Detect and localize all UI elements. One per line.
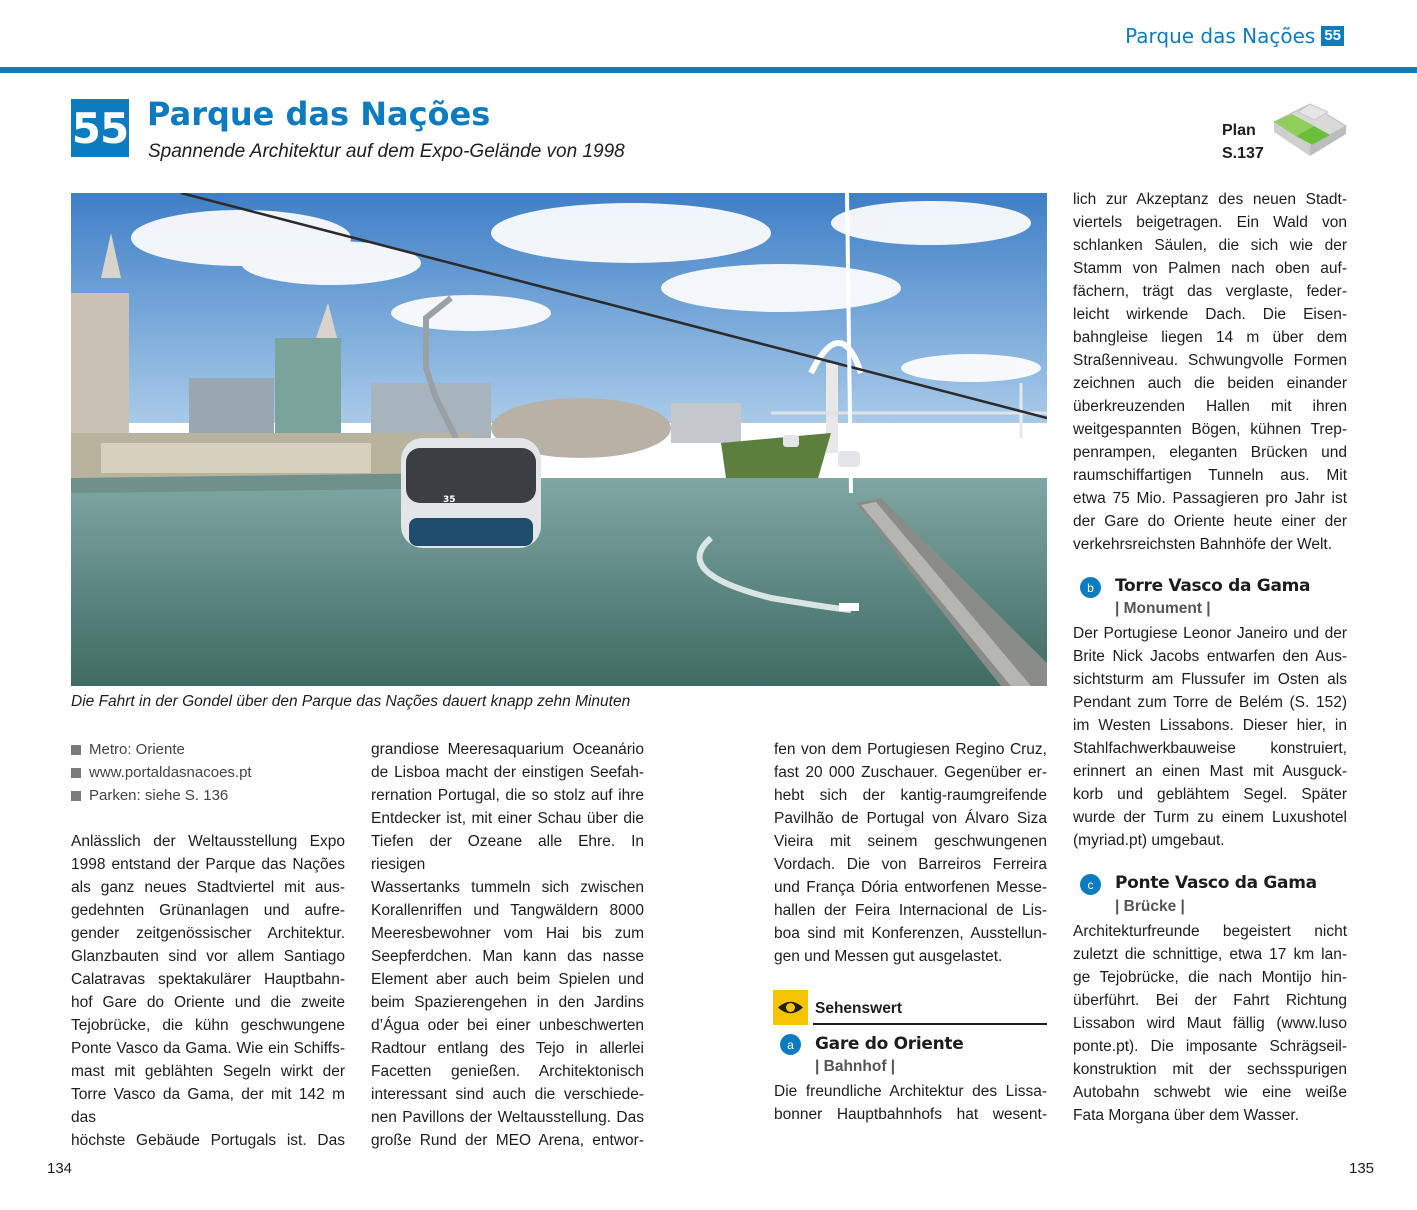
poi-a-text [774, 1080, 1047, 1126]
text-line: fast 20 000 Zuschauer. Gegenüber er- [774, 764, 1047, 781]
info-website[interactable]: www.portaldasnacoes.pt [71, 761, 252, 784]
text-line: hallen der Feira Internacional de Lis- [774, 902, 1047, 919]
poi-b-text [1073, 622, 1347, 852]
text-line: höchste Gebäude Portugals ist. Das [71, 1132, 345, 1149]
chapter-subtitle: Spannende Architektur auf dem Expo-Gelände von 1998 [148, 141, 625, 162]
text-line: Wassertanks tummeln sich zwischen [371, 879, 644, 896]
page-number-right: 135 [1349, 1160, 1375, 1177]
chapter-number-badge: 55 [71, 99, 129, 157]
text-line: Glanzbauten sind vor allem Santiago [71, 948, 345, 965]
text-line: Calatravas spektakulärer Hauptbahn- [71, 971, 345, 988]
poi-c-text [1073, 920, 1347, 1127]
text-line: nen Pavillons der Weltausstellung. Das [371, 1109, 644, 1126]
sehenswert-rule [813, 1023, 1047, 1025]
text-line: gender zeitgenössischer Architektur. [71, 925, 345, 942]
photo-caption: Die Fahrt in der Gondel über den Parque das Nações dauert knapp zehn Minuten [71, 693, 631, 710]
map-icon [1270, 100, 1348, 165]
text-line: Radtour entlang des Tejo in allerlei [371, 1040, 644, 1057]
text-line: de Lisboa macht der einstigen Seefah- [371, 764, 644, 781]
page-number-left: 134 [47, 1160, 73, 1177]
poi-marker-a: a [780, 1034, 801, 1055]
text-line: lich zur Akzeptanz des neuen Stadt- [1073, 191, 1347, 208]
text-line: Seepferdchen. Man kann das nasse [371, 948, 644, 965]
text-line: Fata Morgana über dem Wasser. [1073, 1107, 1299, 1124]
text-line: Meeresbewohner vom Hai bis zum [371, 925, 644, 942]
text-line: hebt sich der kantig-raumgreifende [774, 787, 1047, 804]
text-line: Anlässlich der Weltausstellung Expo [71, 833, 345, 850]
poi-category-bruecke: | Brücke | [1115, 898, 1185, 915]
text-line: der Gare do Oriente heute einer der [1073, 513, 1347, 530]
text-line: weitgespannten Bögen, kühnen Trep- [1073, 421, 1347, 438]
text-line: ponte.pt). Die imposante Schrägseil- [1073, 1038, 1347, 1055]
running-head [1125, 24, 1344, 48]
text-line: Der Portugiese Leonor Janeiro und der [1073, 625, 1347, 642]
text-line: verkehrsreichsten Bahnhöfe der Welt. [1073, 536, 1333, 553]
text-line: raumschiffartigen Tunneln aus. Mit [1073, 467, 1347, 484]
text-line: Vordach. Die von Barreiros Ferreira [774, 856, 1047, 873]
text-line: zeichnen auch die beiden einander [1073, 375, 1347, 392]
text-line: Ponte Vasco da Gama. Wie ein Schiffs- [71, 1040, 345, 1057]
text-line: überkreuzenden Hallen mit ihren [1073, 398, 1347, 415]
poi-marker-b: b [1080, 577, 1101, 598]
text-line: bahngleise liegen 14 m über dem [1073, 329, 1347, 346]
text-line: Pendant zum Torre de Belém (S. 152) [1073, 694, 1347, 711]
eye-icon [773, 990, 808, 1025]
text-line: boa sind mit Konferenzen, Ausstellun- [774, 925, 1047, 942]
text-line: gen und Messen gut ausgelastet. [774, 948, 1003, 965]
text-line: Autobahn schwebt wie eine weiße [1073, 1084, 1347, 1101]
text-line: 1998 entstand der Parque das Nações [71, 856, 345, 873]
text-line: etwa 75 Mio. Passagieren pro Jahr ist [1073, 490, 1347, 507]
text-line: Torre Vasco da Gama, der mit 142 m das [71, 1086, 345, 1126]
text-line: Architekturfreunde begeistert nicht [1073, 923, 1347, 940]
text-line: fächern, trägt das verglaste, feder- [1073, 283, 1347, 300]
text-line: Tejobrücke, die kühn geschwungene [71, 1017, 345, 1034]
info-metro: Metro: Oriente [71, 738, 252, 761]
text-line: bonner Hauptbahnhofs hat wesent- [774, 1106, 1047, 1123]
bullet-square-icon [71, 768, 81, 778]
bullet-square-icon [71, 791, 81, 801]
text-line: penrampen, eleganten Brücken und [1073, 444, 1347, 461]
bullet-square-icon [71, 745, 81, 755]
text-line: Entdecker ist, mit einer Schau über die [371, 810, 644, 827]
plan-reference [1222, 119, 1264, 165]
text-line: rernation Portugal, die so stolz auf ihre [371, 787, 644, 804]
text-line: leicht wirkende Dach. Die Eisen- [1073, 306, 1347, 323]
text-line: Vieira mit seinem geschwungenen [774, 833, 1047, 850]
text-line: gedehnten Grünanlagen und aufre- [71, 902, 345, 919]
poi-title-torre-vasco-da-gama: Torre Vasco da Gama [1115, 576, 1311, 596]
text-line: Element aber auch beim Spielen und [371, 971, 644, 988]
text-column-3 [774, 738, 1047, 968]
running-head-number: 55 [1321, 26, 1344, 46]
poi-category-bahnhof: | Bahnhof | [815, 1058, 896, 1075]
text-column-1 [71, 830, 345, 1152]
text-line: konstruktion mit der sechsspurigen [1073, 1061, 1347, 1078]
text-line: erinnert an einen Mast mit Ausguck- [1073, 763, 1347, 780]
text-line: sichtsturm am Flussufer im Osten als [1073, 671, 1347, 688]
sehenswert-label: Sehenswert [815, 1000, 903, 1017]
text-line: fen von dem Portugiesen Regino Cruz, [774, 741, 1047, 758]
info-list [71, 738, 252, 807]
text-line: und França Dória entworfenen Messe- [774, 879, 1047, 896]
text-line: interessant sind auch die verschiede- [371, 1086, 644, 1103]
text-line: überführt. Bei der Fahrt Richtung [1073, 992, 1347, 1009]
text-line: hof Gare do Oriente und die zweite [71, 994, 345, 1011]
text-line: Brite Nick Jacobs entwarfen den Aus- [1073, 648, 1347, 665]
poi-category-monument: | Monument | [1115, 600, 1211, 617]
text-line: grandiose Meeresaquarium Oceanário [371, 741, 644, 758]
text-line: Stamm von Palmen nach oben auf- [1073, 260, 1347, 277]
info-parking: Parken: siehe S. 136 [71, 784, 252, 807]
text-line: (myriad.pt) umgebaut. [1073, 832, 1225, 849]
gondola-brand: TELECABINE LISBOA [426, 518, 487, 525]
gondola-photo [71, 193, 1047, 686]
top-rule [0, 67, 1417, 73]
text-line: Lissabon wird Maut fällig (www.luso [1073, 1015, 1347, 1032]
text-line: mast mit geblähten Segeln wirkt der [71, 1063, 345, 1080]
running-head-title: Parque das Nações [1125, 24, 1316, 48]
text-line: Tiefen der Ozeane alle Ehre. In riesigen [371, 833, 644, 873]
plan-label: Plan [1222, 122, 1256, 139]
text-line: Die freundliche Architektur des Lissa- [774, 1083, 1047, 1100]
text-line: viertels beigetragen. Ein Wald von [1073, 214, 1347, 231]
poi-title-ponte-vasco-da-gama: Ponte Vasco da Gama [1115, 873, 1317, 893]
text-line: Korallenriffen und Tangwäldern 8000 [371, 902, 644, 919]
plan-page: S.137 [1222, 145, 1264, 162]
text-line: Stahlfachwerkbauweise konstruiert, [1073, 740, 1347, 757]
text-line: zuletzt die schnittige, etwa 17 km lan- [1073, 946, 1347, 963]
text-line: Facetten genießen. Architektonisch [371, 1063, 644, 1080]
text-column-4 [1073, 188, 1347, 556]
text-line: d’Água oder bei einer unbeschwerten [371, 1017, 644, 1034]
poi-title-gare-do-oriente: Gare do Oriente [815, 1034, 964, 1054]
text-line: wurde der Turm zu einem Luxushotel [1073, 809, 1347, 826]
text-column-2 [371, 738, 644, 1152]
sehenswert-header [773, 990, 1047, 1026]
gondola-number: 35 [443, 495, 456, 505]
text-line: als ganz neues Stadtviertel mit aus- [71, 879, 345, 896]
text-line: im Westen Lissabons. Dieser hier, in [1073, 717, 1347, 734]
text-line: ge Tejobrücke, die nach Montijo hin- [1073, 969, 1347, 986]
text-line: beim Spazierengehen in den Jardins [371, 994, 644, 1011]
text-line: Pavilhão de Portugal von Álvaro Siza [774, 810, 1047, 827]
chapter-title: Parque das Nações [147, 95, 491, 133]
poi-marker-c: c [1080, 874, 1101, 895]
text-line: korb und geblähtem Segel. Später [1073, 786, 1347, 803]
text-line: Straßenniveau. Schwungvolle Formen [1073, 352, 1347, 369]
text-line: schlanken Säulen, die sich wie der [1073, 237, 1347, 254]
text-line: große Rund der MEO Arena, entwor- [371, 1132, 644, 1149]
